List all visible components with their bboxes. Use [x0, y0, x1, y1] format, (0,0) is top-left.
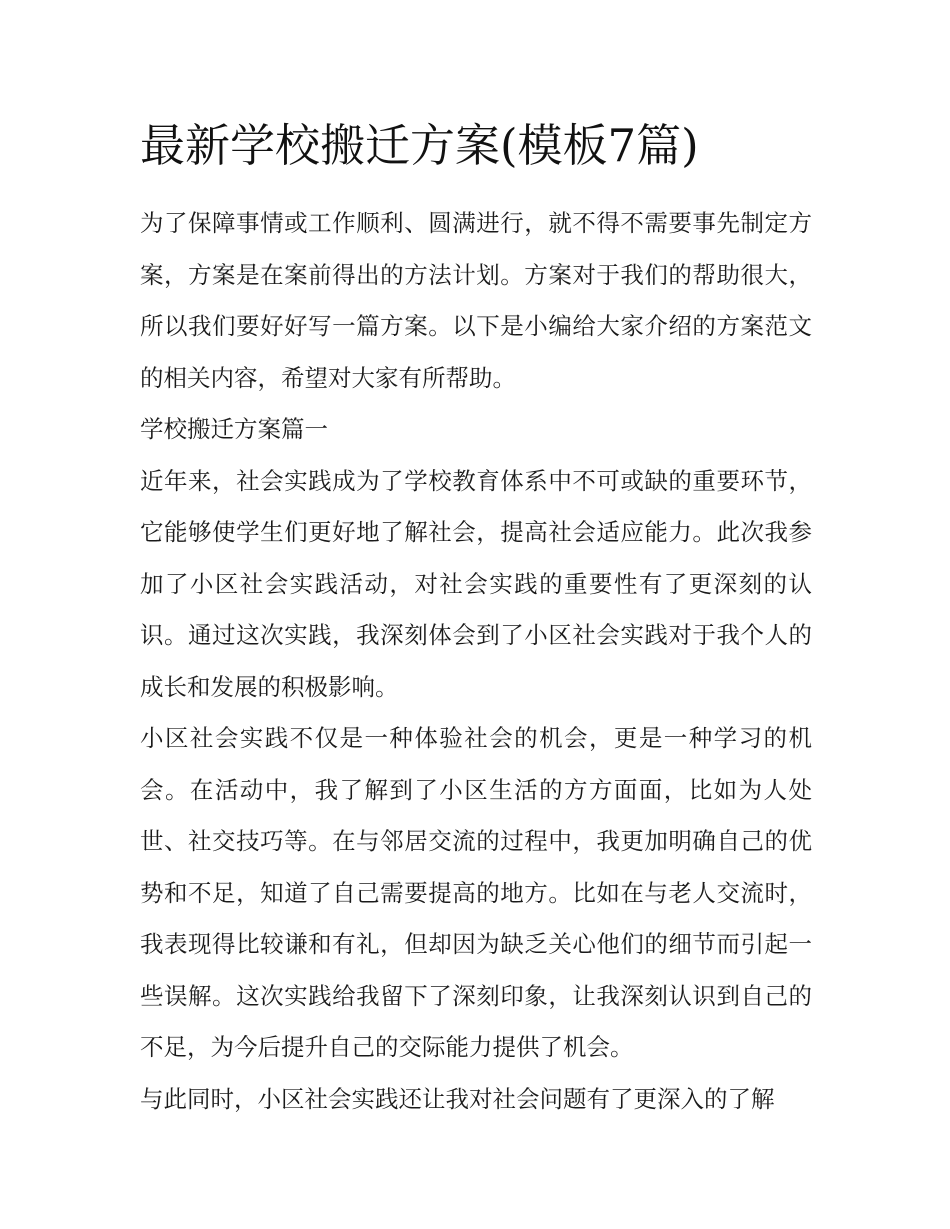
- body-paragraph-1: 近年来，社会实践成为了学校教育体系中不可或缺的重要环节，它能够使学生们更好地了解社会，提高社会适应能力。此次我参加了小区社会实践活动，对社会实践的重要性有了更深刻的认识。通过这次实践，我深刻体会到了小区社会实践对于我个人的成长和发展的积极影响。: [140, 466, 812, 701]
- document-title: 最新学校搬迁方案(模板7篇): [140, 119, 699, 172]
- body-paragraph-2: 小区社会实践不仅是一种体验社会的机会，更是一种学习的机会。在活动中，我了解到了小区生活的方方面面，比如为人处世、社交技巧等。在与邻居交流的过程中，我更加明确自己的优势和不足，知道了自己需要提高的地方。比如在与老人交流时，我表现得比较谦和有礼，但却因为缺乏关心他们的细节而引起一些误解。这次实践给我留下了深刻印象，让我深刻认识到自己的不足，为今后提升自己的交际能力提供了机会。: [140, 724, 812, 1061]
- intro-paragraph: 为了保障事情或工作顺利、圆满进行，就不得不需要事先制定方案，方案是在案前得出的方法计划。方案对于我们的帮助很大，所以我们要好好写一篇方案。以下是小编给大家介绍的方案范文的相关内容，希望对大家有所帮助。: [140, 209, 812, 392]
- section-heading: 学校搬迁方案篇一: [140, 415, 328, 443]
- document-body: [140, 198, 812, 1125]
- body-paragraph-3: 与此同时，小区社会实践还让我对社会问题有了更深入的了解: [140, 1084, 775, 1113]
